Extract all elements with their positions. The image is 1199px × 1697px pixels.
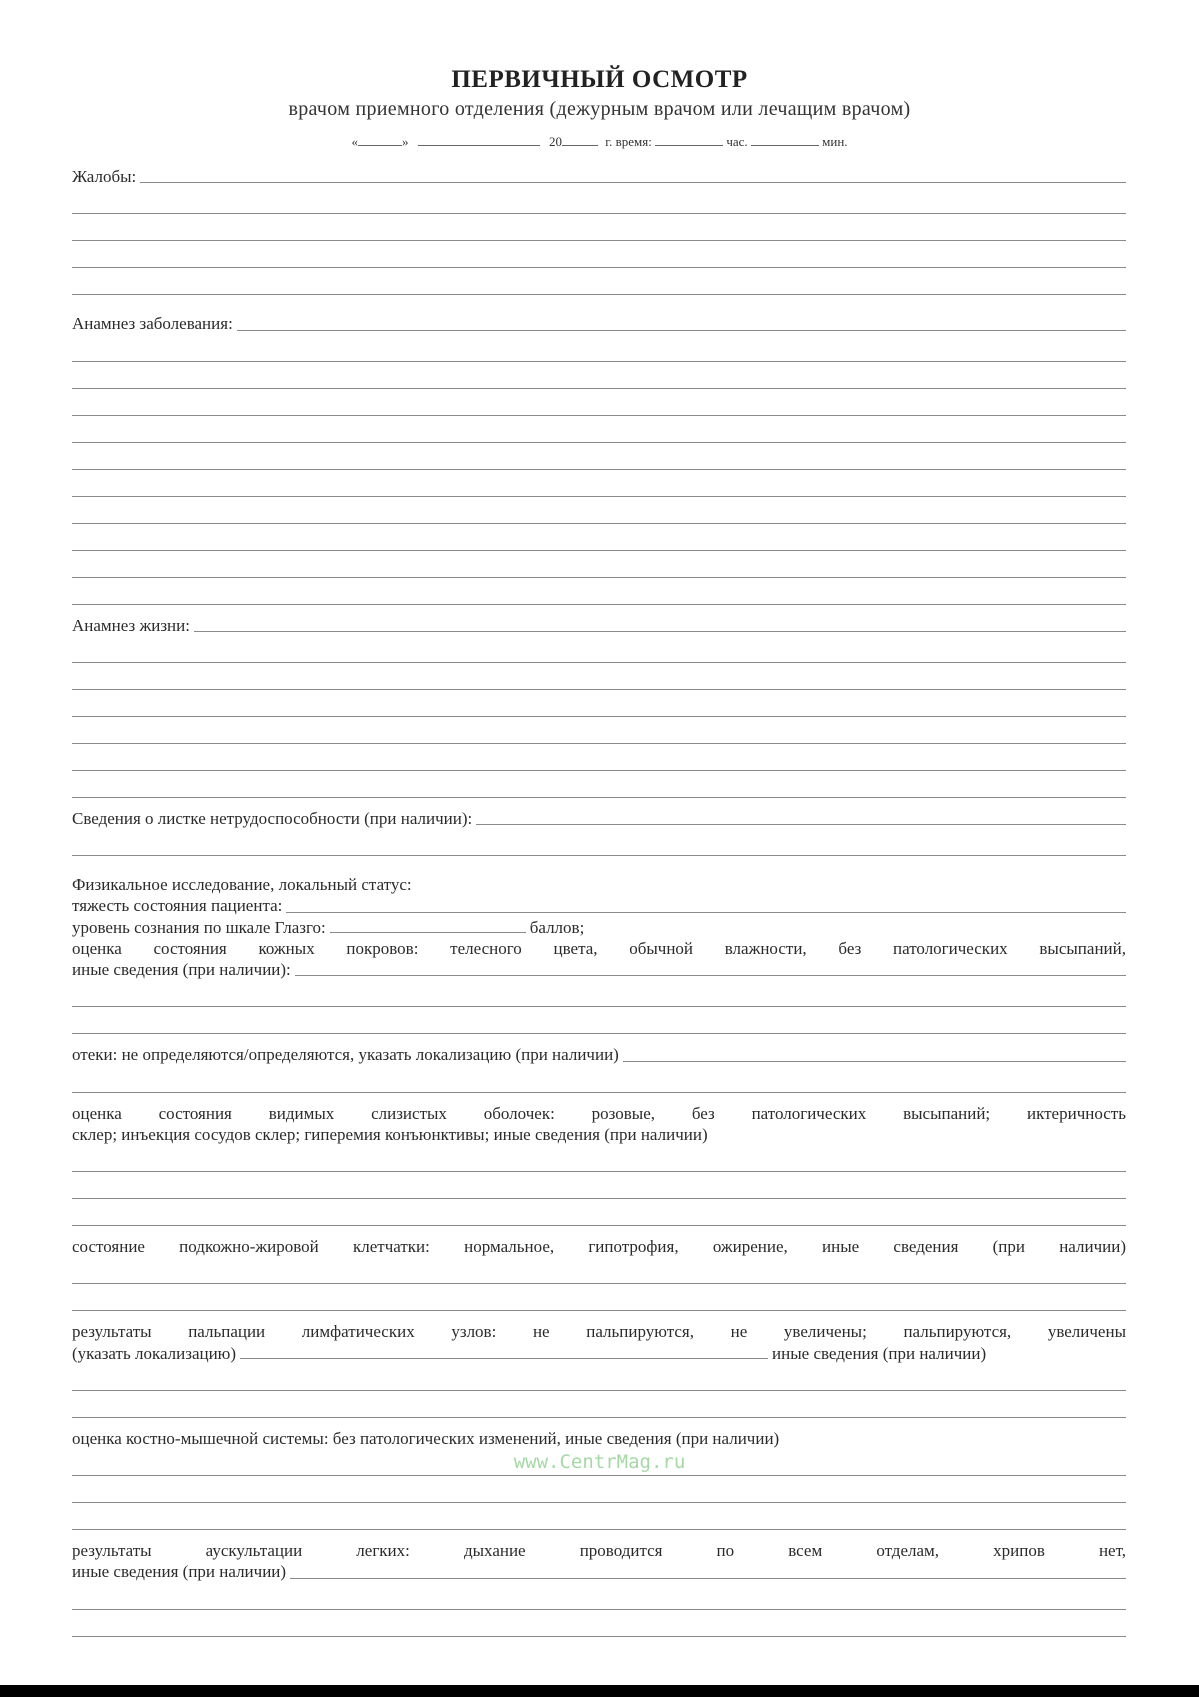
lymph-other-label: иные сведения (при наличии): [772, 1343, 987, 1363]
history-disease-line[interactable]: [72, 362, 1126, 389]
severity-field[interactable]: [286, 912, 1126, 913]
lungs-other-row: [72, 1561, 1126, 1582]
complaints-line[interactable]: [72, 268, 1126, 295]
musculoskeletal-text: оценка костно-мышечной системы: без патологических изменений, иные сведения (при наличии): [72, 1428, 780, 1448]
lymph-line[interactable]: [72, 1364, 1126, 1391]
complaints-line[interactable]: [72, 241, 1126, 268]
history-disease-line[interactable]: [72, 551, 1126, 578]
complaints-field[interactable]: [140, 182, 1126, 183]
glasgow-row: [72, 917, 1126, 938]
subcutaneous-line[interactable]: [72, 1284, 1126, 1311]
mucosa-line[interactable]: [72, 1172, 1126, 1199]
complaints-line[interactable]: [72, 214, 1126, 241]
skin-text: оценка состояния кожных покровов: телесного цвета, обычной влажности, без патологических высыпаний,: [72, 938, 1126, 958]
sick-leave-label: Сведения о листке нетрудоспособности (при наличии):: [72, 808, 473, 828]
history-disease-row: [72, 313, 1126, 334]
lungs-line[interactable]: [72, 1610, 1126, 1637]
form-body: [72, 166, 1126, 1637]
skin-other-label: иные сведения (при наличии):: [72, 960, 291, 979]
history-life-line[interactable]: [72, 690, 1126, 717]
history-life-label: Анамнез жизни:: [72, 615, 190, 635]
severity-row: [72, 895, 1126, 916]
edema-line[interactable]: [72, 1066, 1126, 1093]
history-life-row: [72, 615, 1126, 636]
edema-label: отеки: не определяются/определяются, указать локализацию (при наличии): [72, 1045, 619, 1065]
lungs-line[interactable]: [72, 1583, 1126, 1610]
mucosa-line[interactable]: [72, 1145, 1126, 1172]
subcutaneous-line[interactable]: [72, 1257, 1126, 1284]
edema-row: [72, 1044, 1126, 1065]
skin-other-row: [72, 959, 1126, 980]
glasgow-label: уровень сознания по шкале Глазго:: [72, 917, 326, 937]
lymph-location-label: (указать локализацию): [72, 1343, 237, 1363]
form-subtitle: врачом приемного отделения (дежурным врачом или лечащим врачом): [288, 98, 911, 120]
lymph-line[interactable]: [72, 1391, 1126, 1418]
date-time-line: « » 20 г. время: час. мин.: [351, 134, 848, 149]
lymph-text-1: результаты пальпации лимфатических узлов: не пальпируются, не увеличены; пальпируются, увеличены: [72, 1322, 1126, 1342]
lymph-location-field[interactable]: [240, 1344, 768, 1359]
hours-field[interactable]: [655, 135, 723, 146]
history-disease-field[interactable]: [237, 330, 1126, 331]
history-disease-line[interactable]: [72, 497, 1126, 524]
lungs-other-field[interactable]: [290, 1578, 1126, 1579]
mucosa-line[interactable]: [72, 1199, 1126, 1226]
skin-line[interactable]: [72, 980, 1126, 1007]
subcutaneous-text: состояние подкожно-жировой клетчатки: нормальное, гипотрофия, ожирение, иные сведения (при наличии): [72, 1237, 1126, 1256]
history-disease-line[interactable]: [72, 524, 1126, 551]
bottom-bar: [0, 1685, 1199, 1697]
skin-other-field[interactable]: [295, 975, 1126, 976]
history-disease-line[interactable]: [72, 443, 1126, 470]
lungs-other-label: иные сведения (при наличии): [72, 1562, 287, 1582]
lungs-text-1: результаты аускультации легких: дыхание проводится по всем отделам, хрипов нет,: [72, 1541, 1126, 1560]
minutes-field[interactable]: [751, 135, 819, 146]
history-disease-line[interactable]: [72, 389, 1126, 416]
history-disease-line[interactable]: [72, 578, 1126, 605]
edema-field[interactable]: [623, 1061, 1126, 1062]
glasgow-unit: баллов;: [529, 917, 585, 937]
history-disease-line[interactable]: [72, 416, 1126, 443]
physical-exam-label: Физикальное исследование, локальный статус:: [72, 875, 412, 894]
form-title: ПЕРВИЧНЫЙ ОСМОТР: [451, 66, 748, 93]
day-field[interactable]: [358, 135, 402, 146]
watermark: www.CentrMag.ru: [513, 1451, 686, 1473]
complaints-label: Жалобы:: [72, 167, 137, 186]
glasgow-field[interactable]: [330, 918, 526, 933]
history-life-line[interactable]: [72, 744, 1126, 771]
severity-label: тяжесть состояния пациента:: [72, 896, 283, 916]
sick-leave-field[interactable]: [476, 824, 1126, 825]
sick-leave-line[interactable]: [72, 829, 1126, 856]
history-life-line[interactable]: [72, 636, 1126, 663]
skin-line[interactable]: [72, 1007, 1126, 1034]
month-field[interactable]: [418, 135, 540, 146]
musculoskeletal-line[interactable]: [72, 1476, 1126, 1503]
history-life-line[interactable]: [72, 717, 1126, 744]
musculoskeletal-line[interactable]: [72, 1503, 1126, 1530]
sick-leave-row: [72, 808, 1126, 829]
complaints-row: [72, 166, 1126, 187]
history-life-field[interactable]: [194, 631, 1126, 632]
mucosa-text-1: оценка состояния видимых слизистых оболочек: розовые, без патологических высыпаний; иктеричность: [72, 1103, 1126, 1123]
year-field[interactable]: [562, 135, 598, 146]
lymph-row-2: [72, 1343, 1126, 1364]
history-life-line[interactable]: [72, 771, 1126, 798]
history-disease-label: Анамнез заболевания:: [72, 314, 233, 334]
history-life-line[interactable]: [72, 663, 1126, 690]
history-disease-line[interactable]: [72, 335, 1126, 362]
history-disease-line[interactable]: [72, 470, 1126, 497]
mucosa-text-2: склер; инъекция сосудов склер; гиперемия конъюнктивы; иные сведения (при наличии): [72, 1124, 708, 1144]
complaints-line[interactable]: [72, 187, 1126, 214]
